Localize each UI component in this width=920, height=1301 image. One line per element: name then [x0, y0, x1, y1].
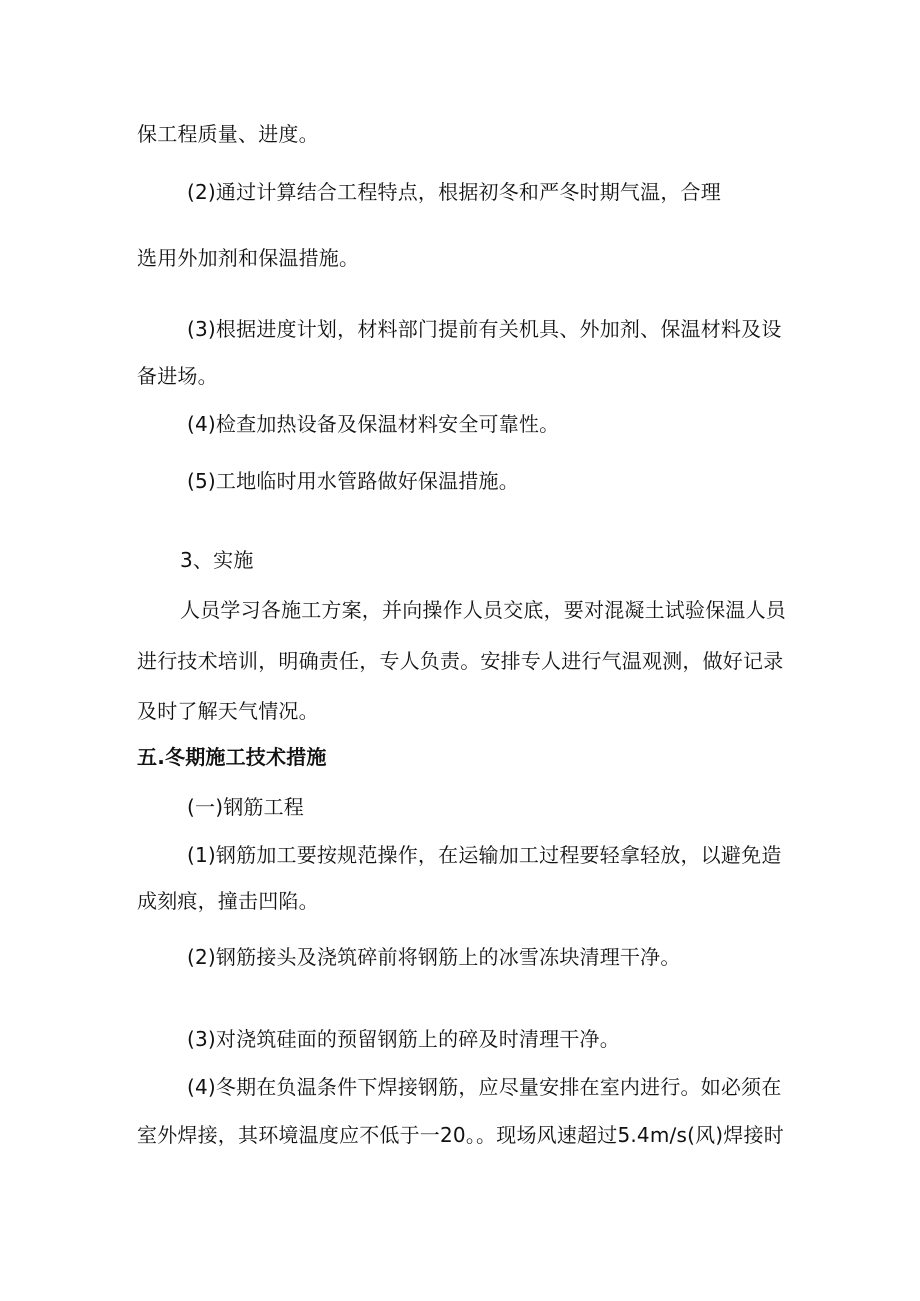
text-line: (2)钢筋接头及浇筑碎前将钢筋上的冰雪冻块清理干净。 — [187, 945, 681, 969]
text-line: (3)根据进度计划，材料部门提前有关机具、外加剂、保温材料及设 — [187, 317, 782, 341]
text-line: (2)通过计算结合工程特点，根据初冬和严冬时期气温，合理 — [187, 180, 721, 204]
text-line: 室外焊接，其环境温度应不低于一20。。现场风速超过5.4m∕s(风)焊接时 — [137, 1123, 784, 1147]
chapter-heading: 五.冬期施工技术措施 — [137, 745, 327, 769]
text-line: 进行技术培训，明确责任，专人负责。安排专人进行气温观测，做好记录 — [137, 649, 784, 673]
text-line: (5)工地临时用水管路做好保温措施。 — [187, 469, 519, 493]
text-line: (1)钢筋加工要按规范操作，在运输加工过程要轻拿轻放，以避免造 — [187, 843, 782, 867]
text-line: (3)对浇筑硅面的预留钢筋上的碎及时清理干净。 — [187, 1027, 620, 1051]
text-line: 成刻痕，撞击凹陷。 — [137, 889, 319, 913]
text-line: 备进场。 — [137, 364, 218, 388]
section-heading: 3、实施 — [180, 548, 254, 572]
subsection-heading: (一)钢筋工程 — [187, 795, 305, 819]
text-line: (4)冬期在负温条件下焊接钢筋，应尽量安排在室内进行。如必须在 — [187, 1075, 782, 1099]
text-line: (4)检查加热设备及保温材料安全可靠性。 — [187, 412, 560, 436]
text-line: 选用外加剂和保温措施。 — [137, 246, 360, 270]
text-line: 人员学习各施工方案，并向操作人员交底，要对混凝土试验保温人员 — [180, 598, 786, 622]
text-line: 保工程质量、进度。 — [137, 122, 319, 146]
text-line: 及时了解天气情况。 — [137, 699, 319, 723]
